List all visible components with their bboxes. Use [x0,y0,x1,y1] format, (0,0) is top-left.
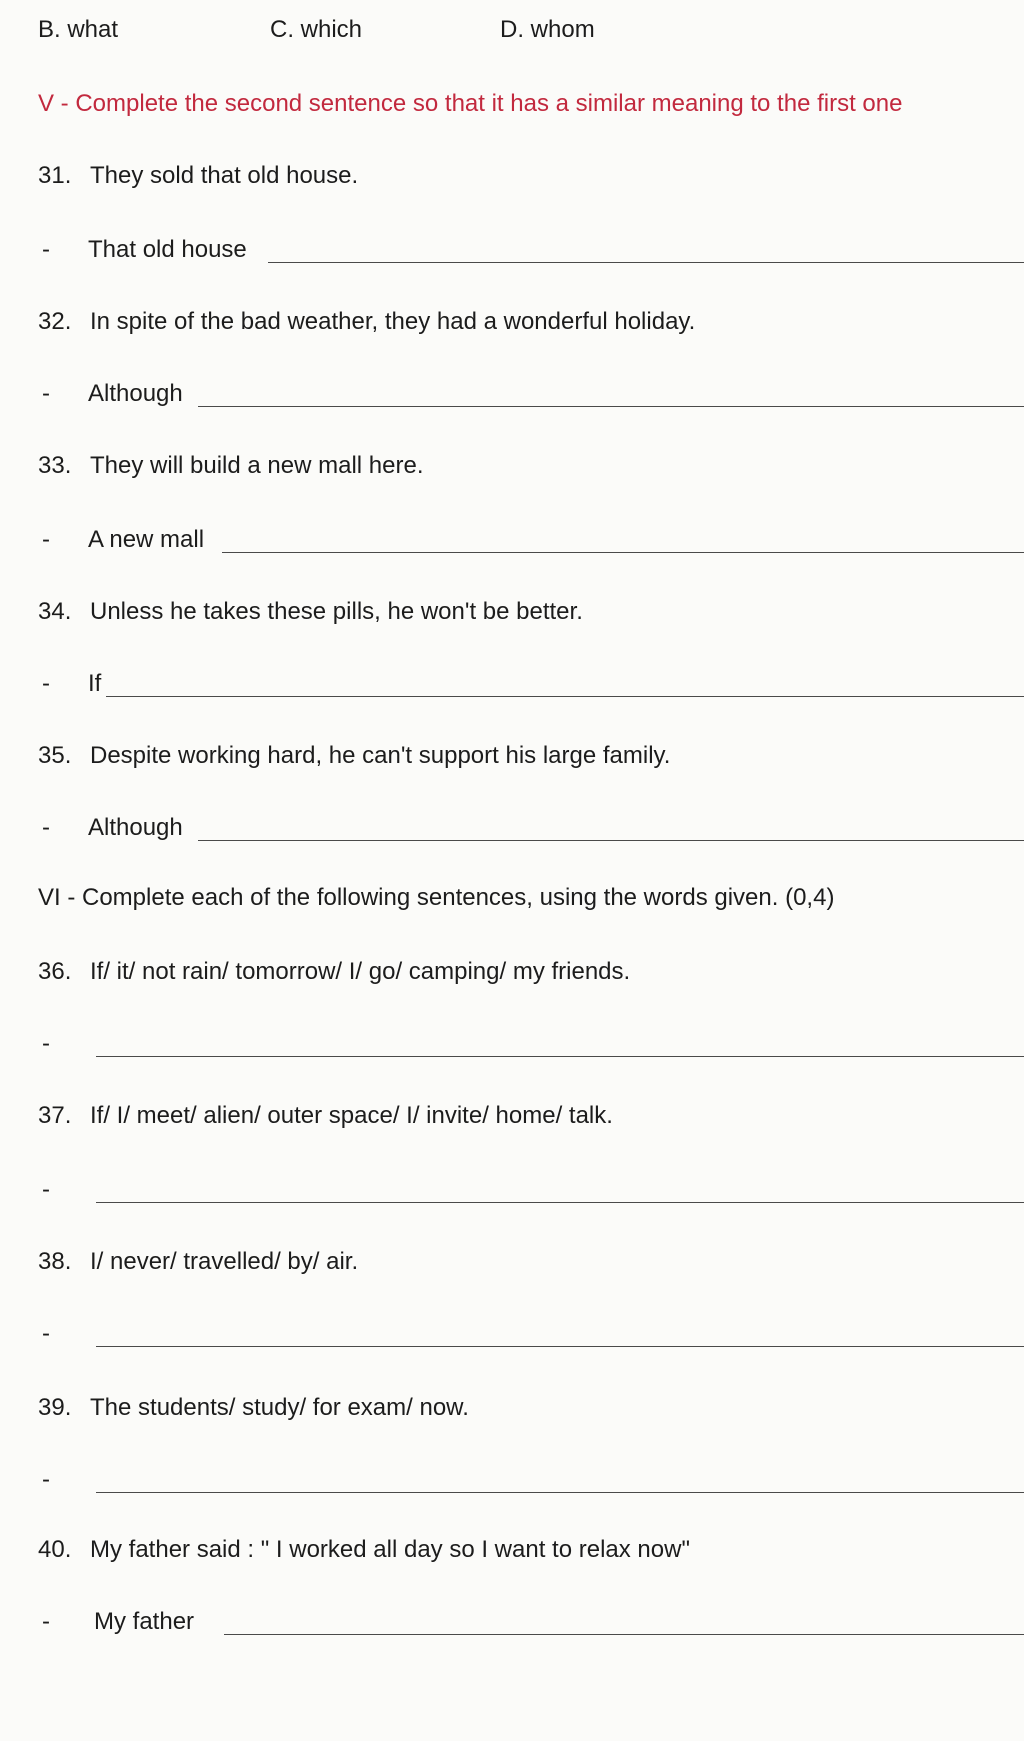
option-c: C. which [270,16,363,43]
answer-line-35[interactable] [198,840,1024,841]
question-sentence: My father said : " I worked all day so I want to relax now" [90,1536,690,1563]
answer-line-40[interactable] [224,1634,1024,1635]
question-36 [38,958,630,986]
question-33 [38,452,423,480]
section-vi-heading: VI - Complete each of the following sentences, using the words given. (0,4) [38,884,835,911]
answer-dash: - [42,1466,50,1493]
answer-prompt: Although [88,380,183,407]
question-38 [38,1248,358,1276]
question-sentence: If/ it/ not rain/ tomorrow/ I/ go/ camping/ my friends. [90,958,631,985]
answer-dash: - [42,380,50,407]
answer-row-40 [38,1608,1024,1644]
answer-row-34 [38,670,1024,706]
question-number: 32. [38,308,72,335]
answer-line-38[interactable] [96,1346,1024,1347]
question-sentence: In spite of the bad weather, they had a wonderful holiday. [90,308,696,335]
answer-dash: - [42,1176,50,1203]
answer-prompt: That old house [88,236,247,263]
answer-line-32[interactable] [198,406,1024,407]
answer-row-31 [38,236,1024,272]
question-34 [38,598,583,626]
answer-dash: - [42,814,50,841]
question-sentence: Despite working hard, he can't support his large family. [90,742,671,769]
answer-prompt: My father [94,1608,195,1635]
question-sentence: The students/ study/ for exam/ now. [90,1394,469,1421]
question-35 [38,742,670,770]
option-b: B. what [38,16,119,43]
answer-dash: - [42,526,50,553]
answer-line-33[interactable] [222,552,1024,553]
answer-dash: - [42,1320,50,1347]
option-d: D. whom [500,16,595,43]
question-32 [38,308,695,336]
answer-row-37 [38,1176,1024,1212]
question-37 [38,1102,613,1130]
answer-dash: - [42,670,50,697]
question-31 [38,162,358,190]
question-number: 33. [38,452,72,479]
question-sentence: Unless he takes these pills, he won't be better. [90,598,583,625]
answer-line-39[interactable] [96,1492,1024,1493]
answer-line-31[interactable] [268,262,1024,263]
section-v-heading: V - Complete the second sentence so that it has a similar meaning to the first one [38,90,903,117]
answer-prompt: Although [88,814,183,841]
answer-dash: - [42,1608,50,1635]
question-sentence: They sold that old house. [90,162,359,189]
question-number: 40. [38,1536,72,1563]
answer-row-32 [38,380,1024,416]
question-sentence: They will build a new mall here. [90,452,424,479]
question-number: 38. [38,1248,72,1275]
answer-prompt: If [88,670,102,697]
question-number: 31. [38,162,72,189]
question-sentence: I/ never/ travelled/ by/ air. [90,1248,359,1275]
question-number: 37. [38,1102,72,1129]
question-sentence: If/ I/ meet/ alien/ outer space/ I/ invite/ home/ talk. [90,1102,613,1129]
answer-row-36 [38,1030,1024,1066]
answer-row-35 [38,814,1024,850]
answer-dash: - [42,236,50,263]
question-39 [38,1394,469,1422]
answer-line-37[interactable] [96,1202,1024,1203]
answer-row-33 [38,526,1024,562]
question-40 [38,1536,690,1564]
answer-dash: - [42,1030,50,1057]
answer-line-34[interactable] [106,696,1024,697]
answer-line-36[interactable] [96,1056,1024,1057]
question-number: 35. [38,742,72,769]
answer-prompt: A new mall [88,526,205,553]
question-number: 34. [38,598,72,625]
answer-options [38,16,998,52]
question-number: 36. [38,958,72,985]
question-number: 39. [38,1394,72,1421]
answer-row-39 [38,1466,1024,1502]
answer-row-38 [38,1320,1024,1356]
